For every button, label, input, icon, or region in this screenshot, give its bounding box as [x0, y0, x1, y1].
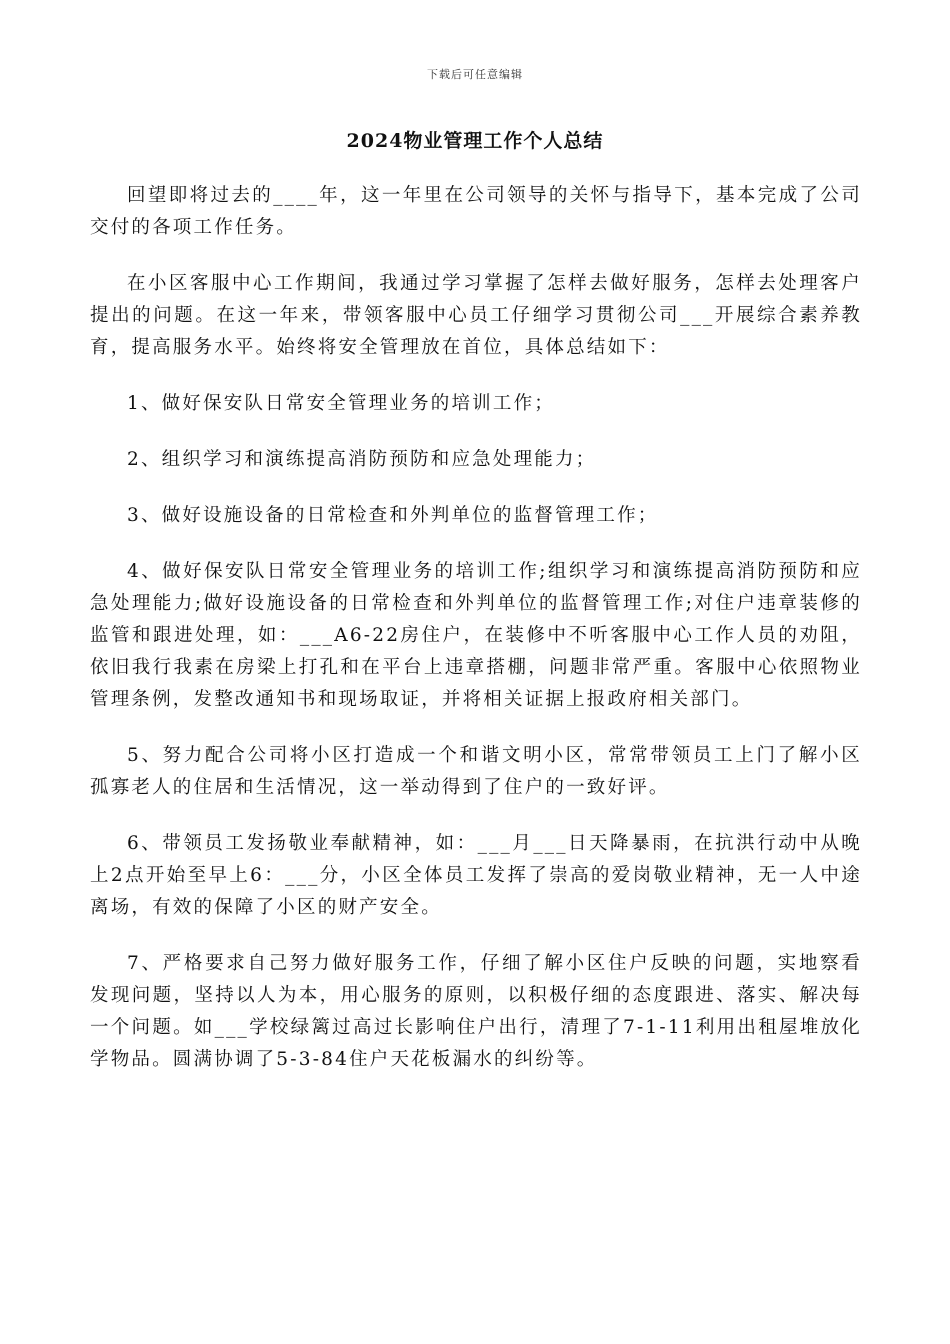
- document-body: [90, 180, 862, 1100]
- paragraph-item-1: 1、做好保安队日常安全管理业务的培训工作；: [127, 393, 555, 414]
- paragraph-item-5: 5、努力配合公司将小区打造成一个和谐文明小区，常常带领员工上门了解小区孤寡老人的住居和生活情况，这一举动得到了住户的一致好评。: [90, 745, 862, 798]
- paragraph-intro: 回望即将过去的____年，这一年里在公司领导的关怀与指导下，基本完成了公司交付的各项工作任务。: [90, 185, 862, 238]
- paragraph-item-2: 2、组织学习和演练提高消防预防和应急处理能力；: [127, 449, 597, 470]
- paragraph-item-6: 6、带领员工发扬敬业奉献精神，如：___月___日天降暴雨，在抗洪行动中从晚上2点开始至早上6：___分，小区全体员工发挥了崇高的爱岗敬业精神，无一人中途离场，有效的保障了小区的财产安全。: [90, 833, 862, 918]
- paragraph-item-7: 7、严格要求自己努力做好服务工作，仔细了解小区住户反映的问题，实地察看发现问题，坚持以人为本，用心服务的原则，以积极仔细的态度跟进、落实、解决每一个问题。如___学校绿篱过高过长影响住户出行，清理了7-1-11利用出租屋堆放化学物品。圆满协调了5-3-84住户天花板漏水的纠纷等。: [90, 953, 862, 1070]
- paragraph-item-4: 4、做好保安队日常安全管理业务的培训工作;组织学习和演练提高消防预防和应急处理能力;做好设施设备的日常检查和外判单位的监督管理工作;对住户违章装修的监管和跟进处理，如：___A6-22房住户，在装修中不听客服中心工作人员的劝阻，依旧我行我素在房梁上打孔和在平台上违章搭棚，问题非常严重。客服中心依照物业管理条例，发整改通知书和现场取证，并将相关证据上报政府相关部门。: [90, 561, 862, 710]
- header-note: 下载后可任意编辑: [427, 68, 523, 81]
- paragraph-item-3: 3、做好设施设备的日常检查和外判单位的监督管理工作；: [127, 505, 659, 526]
- paragraph-overview: 在小区客服中心工作期间，我通过学习掌握了怎样去做好服务，怎样去处理客户提出的问题。在这一年来，带领客服中心员工仔细学习贯彻公司___开展综合素养教育，提高服务水平。始终将安全管理放在首位，具体总结如下：: [90, 273, 862, 358]
- document-title: 2024物业管理工作个人总结: [346, 130, 604, 152]
